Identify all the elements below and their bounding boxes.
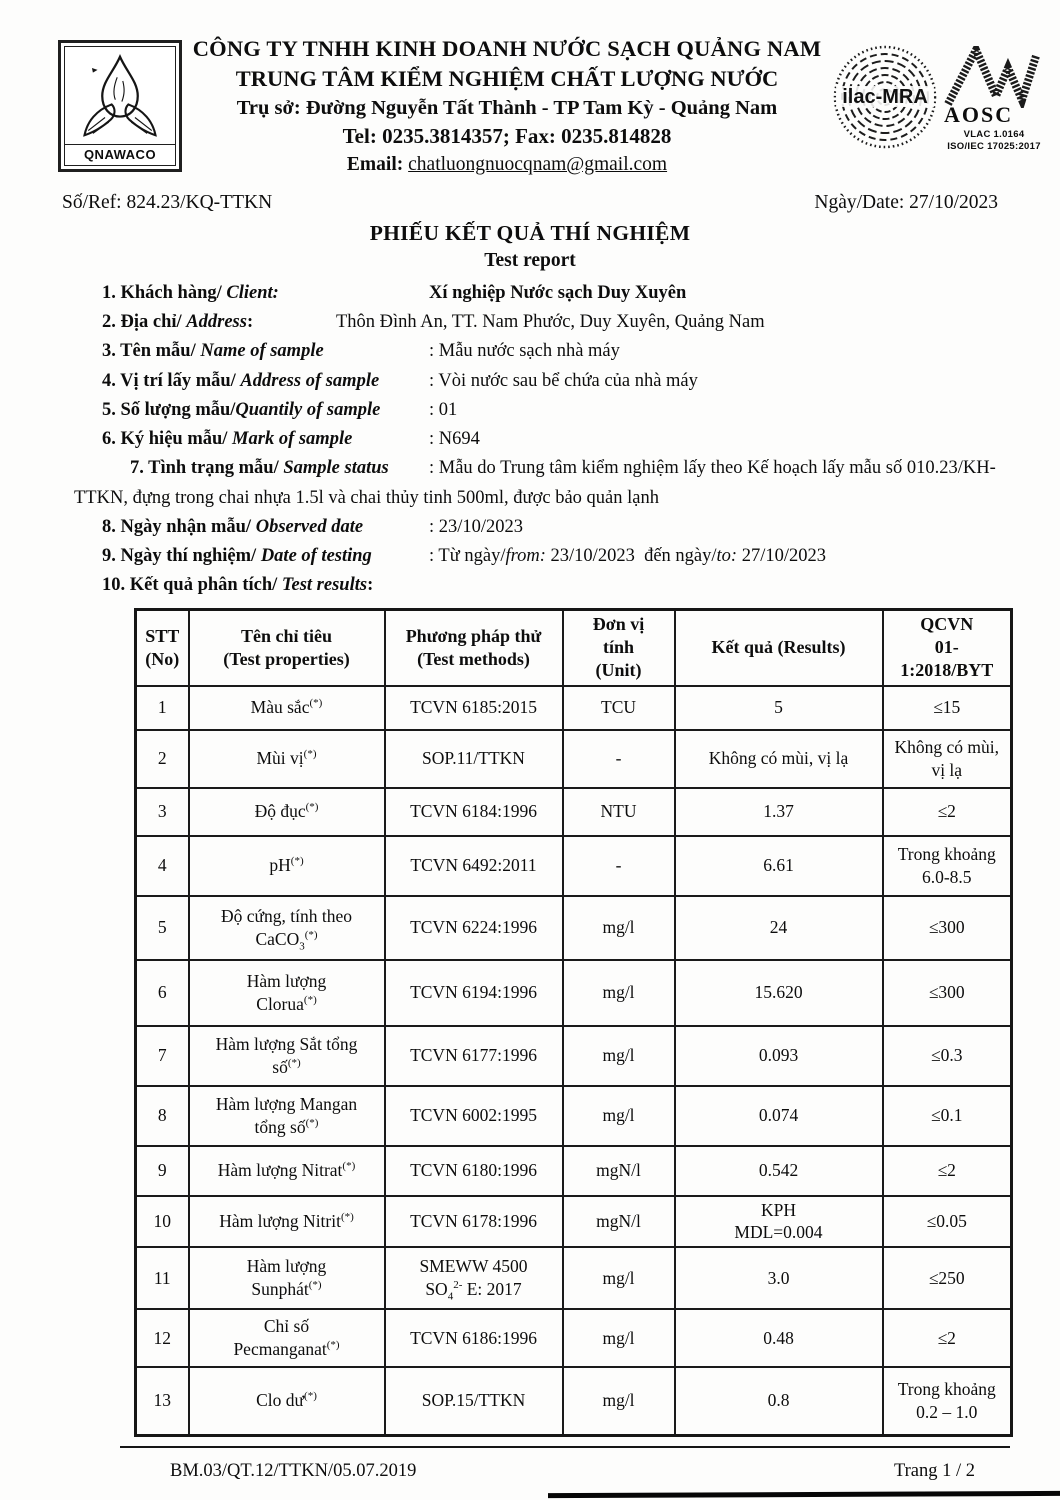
info-label: 2. Địa chỉ/ Address: [102, 312, 254, 333]
unit-cell: mg/l [563, 1367, 675, 1435]
result-cell: 5 [675, 686, 883, 730]
limit-cell: ≤0.1 [883, 1086, 1012, 1146]
info-item-1 [102, 279, 1002, 308]
info-value: Thôn Đình An, TT. Nam Phước, Duy Xuyên, Quảng Nam [336, 312, 765, 333]
info-item-9 [102, 542, 1002, 571]
aosc-mark-icon [944, 46, 1044, 108]
info-label: 9. Ngày thí nghiệm/ Date of testing [102, 545, 372, 566]
result-cell: Không có mùi, vị lạ [675, 730, 883, 788]
row-no: 11 [136, 1247, 189, 1309]
unit-cell: mgN/l [563, 1146, 675, 1196]
row-no: 13 [136, 1367, 189, 1435]
unit-cell: - [563, 730, 675, 788]
results-table-head [136, 610, 1012, 686]
result-cell: 0.542 [675, 1146, 883, 1196]
result-cell: 0.8 [675, 1367, 883, 1435]
limit-cell: Trong khoảng 6.0-8.5 [883, 836, 1012, 896]
qnawaco-logo [58, 40, 182, 172]
ilac-mra-logo [832, 44, 938, 150]
company-name: CÔNG TY TNHH KINH DOANH NƯỚC SẠCH QUẢNG NAM [192, 36, 822, 61]
row-no: 5 [136, 896, 189, 960]
limit-cell: ≤2 [883, 1309, 1012, 1367]
report-date: Ngày/Date: 27/10/2023 [814, 192, 998, 213]
row-no: 7 [136, 1026, 189, 1086]
info-item-10 [102, 571, 1002, 600]
row-no: 12 [136, 1309, 189, 1367]
email-address: chatluongnuocqnam@gmail.com [408, 154, 668, 175]
results-table-head-row [136, 610, 1012, 686]
info-item-3 [102, 337, 1002, 366]
info-label: 10. Kết quả phân tích/ Test results: [102, 575, 374, 596]
limit-cell: Trong khoảng 0.2 – 1.0 [883, 1367, 1012, 1435]
col-header-2: Tên chỉ tiêu (Test properties) [189, 610, 385, 686]
property-cell: Hàm lượng Sắt tổng số(*) [189, 1026, 385, 1086]
unit-cell: mg/l [563, 960, 675, 1026]
info-item-7 [74, 454, 1002, 512]
row-no: 3 [136, 788, 189, 836]
result-row-8 [136, 1086, 1012, 1146]
result-row-13 [136, 1367, 1012, 1435]
info-label: 6. Ký hiệu mẫu/ Mark of sample [102, 429, 353, 450]
method-cell: TCVN 6180:1996 [385, 1146, 563, 1196]
aosc-logo [938, 46, 1050, 152]
ref-number: Số/Ref: 824.23/KQ-TTKN [62, 192, 273, 213]
result-row-4 [136, 836, 1012, 896]
vlac-number: VLAC 1.0164 [963, 129, 1025, 140]
footer-divider [120, 1446, 1010, 1448]
info-label: 1. Khách hàng/ Client: [102, 283, 279, 303]
next-page-edge [548, 1491, 1060, 1498]
row-no: 8 [136, 1086, 189, 1146]
col-header-4: Đơn vị tính (Unit) [563, 610, 675, 686]
info-value: : Vòi nước sau bể chứa của nhà máy [429, 370, 698, 391]
method-cell: SMEWW 4500 $SO_4^{2-}$ E: 2017 [385, 1247, 563, 1309]
unit-cell: TCU [563, 686, 675, 730]
method-cell: TCVN 6178:1996 [385, 1196, 563, 1248]
property-cell: Độ cứng, tính theo CaCO$_3$(*) [189, 896, 385, 960]
result-row-3 [136, 788, 1012, 836]
result-row-9 [136, 1146, 1012, 1196]
limit-cell: ≤300 [883, 960, 1012, 1026]
info-item-5 [102, 396, 1002, 425]
info-label: 3. Tên mẫu/ Name of sample [102, 341, 324, 362]
info-value: : Mẫu nước sạch nhà máy [429, 341, 620, 362]
unit-cell: mgN/l [563, 1196, 675, 1248]
water-drop-hands-icon [65, 47, 175, 144]
unit-cell: NTU [563, 788, 675, 836]
limit-cell: ≤15 [883, 686, 1012, 730]
result-row-6 [136, 960, 1012, 1026]
info-label: 5. Số lượng mẫu/Quantily of sample [102, 399, 381, 420]
limit-cell: ≤0.3 [883, 1026, 1012, 1086]
property-cell: Clo dư(*) [189, 1367, 385, 1435]
row-no: 10 [136, 1196, 189, 1248]
property-cell: Chỉ số Pecmanganat(*) [189, 1309, 385, 1367]
property-cell: Hàm lượng Nitrit(*) [189, 1196, 385, 1248]
email-label: Email: [346, 154, 404, 175]
col-header-3: Phương pháp thử (Test methods) [385, 610, 563, 686]
property-cell: Hàm lượng Mangan tổng số(*) [189, 1086, 385, 1146]
limit-cell: ≤2 [883, 1146, 1012, 1196]
page-number: Trang 1 / 2 [893, 1460, 975, 1481]
result-row-2 [136, 730, 1012, 788]
method-cell: TCVN 6185:2015 [385, 686, 563, 730]
method-cell: TCVN 6177:1996 [385, 1026, 563, 1086]
property-cell: Hàm lượng Clorua(*) [189, 960, 385, 1026]
limit-cell: ≤250 [883, 1247, 1012, 1309]
info-value: : Từ ngày/from: 23/10/2023 đến ngày/to: 27/10/2023 [429, 545, 826, 566]
result-row-5 [136, 896, 1012, 960]
col-header-6: QCVN 01- 1:2018/BYT [883, 610, 1012, 686]
result-row-1 [136, 686, 1012, 730]
row-no: 4 [136, 836, 189, 896]
header-text-block [182, 34, 832, 176]
property-cell: Mùi vị(*) [189, 730, 385, 788]
unit-cell: mg/l [563, 1026, 675, 1086]
row-no: 2 [136, 730, 189, 788]
unit-cell: mg/l [563, 1247, 675, 1309]
info-label: 4. Vị trí lấy mẫu/ Address of sample [102, 370, 380, 391]
limit-cell: Không có mùi, vị lạ [883, 730, 1012, 788]
info-value: : N694 [429, 429, 480, 450]
unit-cell: - [563, 836, 675, 896]
method-cell: SOP.15/TTKN [385, 1367, 563, 1435]
unit-cell: mg/l [563, 1086, 675, 1146]
document-header [0, 0, 1060, 176]
certification-logos [832, 34, 1054, 152]
col-header-1: STT (No) [136, 610, 189, 686]
results-table-body [136, 686, 1012, 1436]
meta-row [0, 192, 1060, 214]
method-cell: TCVN 6224:1996 [385, 896, 563, 960]
property-cell: Hàm lượng Nitrat(*) [189, 1146, 385, 1196]
row-no: 1 [136, 686, 189, 730]
method-cell: SOP.11/TTKN [385, 730, 563, 788]
info-value: : 23/10/2023 [429, 516, 524, 537]
info-value: : Mẫu do Trung tâm kiểm nghiệm lấy theo Kế hoạch lấy mẫu số 010.23/KH-TTKN, đựng trong chai nhựa 1.5l và chai thủy tinh 500ml, được bảo quản lạnh [74, 458, 996, 508]
report-subtitle: Test report [484, 250, 576, 271]
report-title: PHIẾU KẾT QUẢ THÍ NGHIỆM [369, 221, 691, 245]
result-cell: 6.61 [675, 836, 883, 896]
limit-cell: ≤300 [883, 896, 1012, 960]
info-value: : 01 [429, 399, 458, 420]
limit-cell: ≤0.05 [883, 1196, 1012, 1248]
email-line [184, 154, 830, 176]
aosc-text: AOSC [944, 102, 1014, 127]
property-cell: Hàm lượng Sunphát(*) [189, 1247, 385, 1309]
row-no: 9 [136, 1146, 189, 1196]
info-item-4 [102, 367, 1002, 396]
result-row-7 [136, 1026, 1012, 1086]
result-cell: 0.074 [675, 1086, 883, 1146]
property-cell: Độ đục(*) [189, 788, 385, 836]
page-footer [170, 1461, 975, 1482]
method-cell: TCVN 6002:1995 [385, 1086, 563, 1146]
unit-cell: mg/l [563, 896, 675, 960]
result-row-10 [136, 1196, 1012, 1248]
results-table [134, 608, 1013, 1436]
iso-standard: ISO/IEC 17025:2017 [947, 141, 1041, 152]
result-row-11 [136, 1247, 1012, 1309]
method-cell: TCVN 6184:1996 [385, 788, 563, 836]
address-line: Trụ sở: Đường Nguyễn Tất Thành - TP Tam Kỳ - Quảng Nam [236, 97, 778, 119]
method-cell: TCVN 6194:1996 [385, 960, 563, 1026]
qnawaco-logo-frame [64, 46, 176, 166]
property-cell: Màu sắc(*) [189, 686, 385, 730]
result-cell: 15.620 [675, 960, 883, 1026]
info-label: 7. Tình trạng mẫu/ Sample status [130, 458, 389, 479]
qnawaco-logo-caption: QNAWACO [65, 144, 175, 165]
info-item-8 [102, 513, 1002, 542]
result-cell: 24 [675, 896, 883, 960]
row-no: 6 [136, 960, 189, 1026]
center-name: TRUNG TÂM KIỂM NGHIỆM CHẤT LƯỢNG NƯỚC [235, 66, 779, 91]
method-cell: TCVN 6186:1996 [385, 1309, 563, 1367]
form-number: BM.03/QT.12/TTKN/05.07.2019 [170, 1460, 417, 1481]
result-cell: 0.093 [675, 1026, 883, 1086]
info-item-2 [102, 308, 1002, 337]
unit-cell: mg/l [563, 1309, 675, 1367]
info-list [62, 279, 1002, 600]
tel-fax-line: Tel: 0235.3814357; Fax: 0235.814828 [342, 124, 672, 148]
method-cell: TCVN 6492:2011 [385, 836, 563, 896]
info-label: 8. Ngày nhận mẫu/ Observed date [102, 516, 364, 537]
result-cell: 0.48 [675, 1309, 883, 1367]
limit-cell: ≤2 [883, 788, 1012, 836]
col-header-5: Kết quả (Results) [675, 610, 883, 686]
result-cell: 1.37 [675, 788, 883, 836]
ilac-mra-text: ilac-MRA [842, 86, 928, 108]
result-cell: KPH MDL=0.004 [675, 1196, 883, 1248]
property-cell: pH(*) [189, 836, 385, 896]
info-value: Xí nghiệp Nước sạch Duy Xuyên [429, 283, 687, 303]
result-row-12 [136, 1309, 1012, 1367]
info-item-6 [102, 425, 1002, 454]
result-cell: 3.0 [675, 1247, 883, 1309]
